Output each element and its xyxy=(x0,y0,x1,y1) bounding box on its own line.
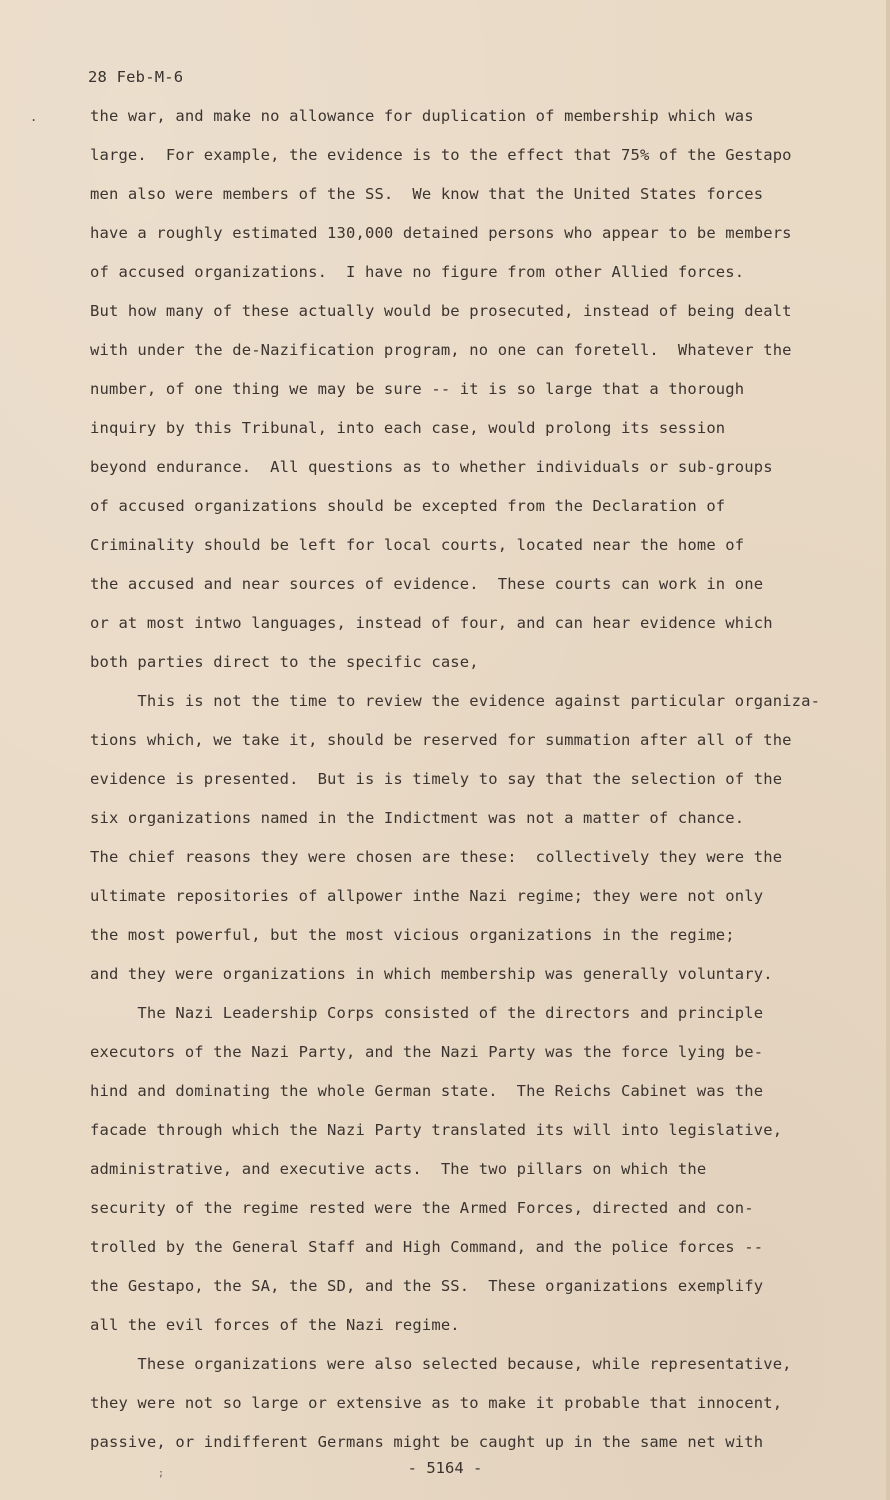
margin-mark: . xyxy=(30,110,38,124)
text-line: executors of the Nazi Party, and the Nazi Party was the force lying be- xyxy=(90,1043,764,1061)
text-line: trolled by the General Staff and High Command, and the police forces -- xyxy=(90,1238,764,1256)
text-line: large. For example, the evidence is to the effect that 75% of the Gestapo xyxy=(90,146,792,164)
text-line: the most powerful, but the most vicious organizations in the regime; xyxy=(90,926,735,944)
text-line: the accused and near sources of evidence. These courts can work in one xyxy=(90,575,764,593)
text-line: ultimate repositories of allpower inthe Nazi regime; they were not only xyxy=(90,887,764,905)
text-line: men also were members of the SS. We know that the United States forces xyxy=(90,185,764,203)
text-line: These organizations were also selected because, while representative, xyxy=(90,1355,792,1373)
text-line: the war, and make no allowance for duplication of membership which was xyxy=(90,107,754,125)
text-line: inquiry by this Tribunal, into each case, would prolong its session xyxy=(90,419,726,437)
document-reference-header: 28 Feb-M-6 xyxy=(88,68,184,86)
text-line: The chief reasons they were chosen are these: collectively they were the xyxy=(90,848,783,866)
page-edge xyxy=(886,0,890,1500)
text-line: But how many of these actually would be prosecuted, instead of being dealt xyxy=(90,302,792,320)
text-line: with under the de-Nazification program, no one can foretell. Whatever the xyxy=(90,341,792,359)
text-line: and they were organizations in which membership was generally voluntary. xyxy=(90,965,773,983)
text-line: of accused organizations. I have no figure from other Allied forces. xyxy=(90,263,745,281)
footer-mark: ; xyxy=(158,1468,165,1479)
text-line: all the evil forces of the Nazi regime. xyxy=(90,1316,460,1334)
text-line: number, of one thing we may be sure -- it is so large that a thorough xyxy=(90,380,745,398)
page-number: - 5164 - xyxy=(407,1459,483,1477)
text-line: hind and dominating the whole German state. The Reichs Cabinet was the xyxy=(90,1082,764,1100)
text-line: passive, or indifferent Germans might be caught up in the same net with xyxy=(90,1433,764,1451)
text-line: six organizations named in the Indictment was not a matter of chance. xyxy=(90,809,745,827)
text-line: have a roughly estimated 130,000 detained persons who appear to be members xyxy=(90,224,792,242)
text-line: This is not the time to review the evidence against particular organiza- xyxy=(90,692,821,710)
text-line: security of the regime rested were the Armed Forces, directed and con- xyxy=(90,1199,754,1217)
text-line: they were not so large or extensive as to make it probable that innocent, xyxy=(90,1394,783,1412)
text-line: both parties direct to the specific case, xyxy=(90,653,479,671)
text-line: tions which, we take it, should be reserved for summation after all of the xyxy=(90,731,792,749)
text-line: beyond endurance. All questions as to whether individuals or sub-groups xyxy=(90,458,773,476)
text-line: of accused organizations should be excepted from the Declaration of xyxy=(90,497,726,515)
text-line: The Nazi Leadership Corps consisted of the directors and principle xyxy=(90,1004,764,1022)
text-line: Criminality should be left for local courts, located near the home of xyxy=(90,536,745,554)
text-line: facade through which the Nazi Party translated its will into legislative, xyxy=(90,1121,783,1139)
text-line: evidence is presented. But is is timely to say that the selection of the xyxy=(90,770,783,788)
text-line: administrative, and executive acts. The two pillars on which the xyxy=(90,1160,707,1178)
text-line: the Gestapo, the SA, the SD, and the SS. These organizations exemplify xyxy=(90,1277,764,1295)
text-line: or at most intwo languages, instead of four, and can hear evidence which xyxy=(90,614,773,632)
